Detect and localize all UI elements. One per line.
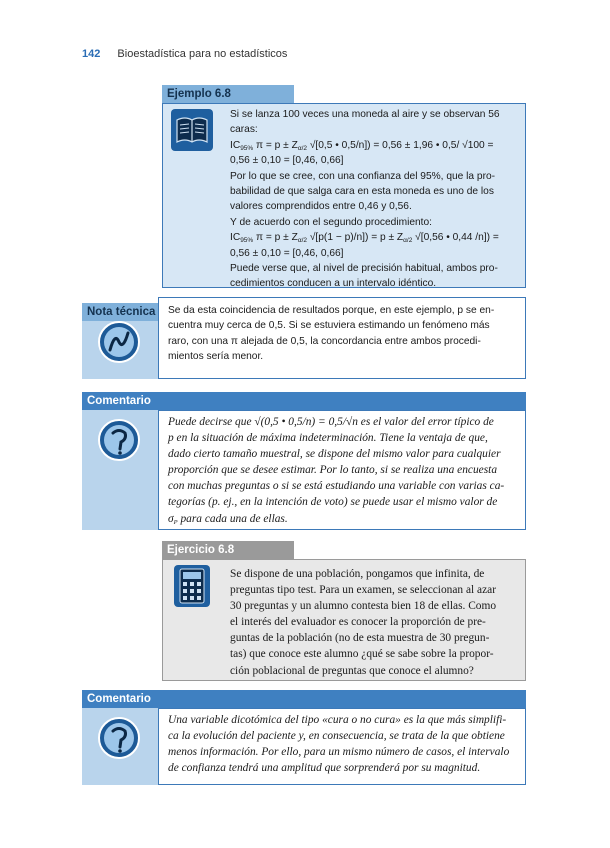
text-line: el interés del evaluador es conocer la proporción de pre- [230, 616, 486, 629]
text-line: preguntas tipo test. Para un examen, se seleccionan al azar [230, 584, 496, 597]
text-line: 30 preguntas y un alumno contesta bien 18 de ellas. Como [230, 600, 497, 613]
text-line: guntas de la población (no de esta muestra de 30 pregun- [230, 632, 490, 645]
book-icon [170, 108, 214, 152]
text-line: p en la situación de máxima indeterminación. Tiene la ventaja de que, [168, 432, 488, 445]
text-line: tegorías (p. ej., en la intención de voto) se puede usar el mismo valor de [168, 496, 498, 509]
formula-line: $IC_{95\%}$ $\pi = p \pm Z_{\alpha/2}$ √[0,5 • 0,5/n]) = 0,56 ± 1,96 • 0,5/ √100 = [230, 139, 494, 152]
text-line: Puede verse que, al nivel de precisión habitual, ambos pro- [230, 263, 498, 275]
text-line: Si se lanza 100 veces una moneda al aire y se observan 56 [230, 109, 500, 120]
ejercicio-label: Ejercicio 6.8 [162, 541, 294, 559]
text-line: raro, con una π alejada de 0,5, la concordancia entre ambos procedi- [168, 335, 481, 347]
running-header [82, 48, 287, 60]
page-number: 142 [82, 48, 101, 60]
nota-label: Nota técnica [82, 303, 158, 321]
comentario-2-text [168, 712, 518, 776]
text-line: Se da esta coincidencia de resultados porque, en este ejemplo, p se en- [168, 305, 495, 316]
calculator-icon [172, 564, 212, 608]
text-line: Una variable dicotómica del tipo «cura o no cura» es la que más simplifi- [168, 714, 507, 726]
book-title: Bioestadística para no estadísticos [117, 48, 288, 60]
text-line: Puede decirse que √(0,5 • 0,5/n) = 0,5/√n es el valor del error típico de [168, 416, 494, 428]
text-line: ca la evolución del paciente y, en consecuencia, se trata de la que obtiene [168, 730, 505, 743]
nota-text [168, 303, 518, 365]
text-line: de confianza tendrá una amplitud que sorprenderá por su magnitud. [168, 762, 481, 775]
text-line: Se dispone de una población, pongamos que infinita, de [230, 568, 485, 580]
ejemplo-text [230, 107, 518, 292]
text-line: cuentra muy cerca de 0,5. Si se estuviera estimando un fenómeno más [168, 320, 490, 332]
text-line: Y de acuerdo con el segundo procedimiento: [230, 216, 433, 228]
text-line: menos información. Por ello, para un mismo número de casos, el intervalo [168, 746, 510, 759]
text-line: ción poblacional de preguntas que conoce el alumno? [230, 664, 474, 677]
ejercicio-text [230, 566, 518, 679]
text-line: dado cierto tamaño muestral, se dispone del mismo valor para cualquier [168, 448, 501, 461]
text-line: valores comprendidos entre 0,46 y 0,56. [230, 201, 412, 213]
technical-note-icon [97, 320, 141, 364]
comentario-1-text [168, 414, 518, 527]
text-line: babilidad de que salga cara en esta moneda es uno de los [230, 186, 494, 198]
formula-line: 0,56 ± 0,10 = [0,46, 0,66] [230, 155, 344, 167]
comentario-1-label: Comentario [82, 392, 526, 410]
comment-icon [97, 716, 141, 760]
formula-line: $IC_{95\%}$ $\pi = p \pm Z_{\alpha/2}$ $√[p(1 - p)/n]) = p \pm Z_{\alpha/2}$ √[0,56 • 0,44 /n]) = [230, 232, 499, 245]
formula-line: 0,56 ± 0,10 = [0,46, 0,66] [230, 247, 344, 259]
ejemplo-label: Ejemplo 6.8 [162, 85, 294, 103]
text-line: tas) que conoce este alumno ¿qué se sabe sobre la propor- [230, 648, 494, 661]
text-line: con muchas preguntas o si se está estudiando una variable con varias ca- [168, 480, 505, 493]
text-line: cedimientos conducen a un intervalo idéntico. [230, 278, 437, 290]
text-line: proporción que se desee estimar. Por lo tanto, si se realiza una encuesta [168, 464, 498, 477]
text-line: caras: [230, 124, 258, 136]
comment-icon [97, 418, 141, 462]
text-line: $\sigma_P$ para cada una de ellas. [168, 512, 288, 526]
text-line: Por lo que se cree, con una confianza del 95%, que la pro- [230, 170, 496, 182]
comentario-2-label: Comentario [82, 690, 526, 708]
text-line: mientos sería menor. [168, 351, 264, 363]
